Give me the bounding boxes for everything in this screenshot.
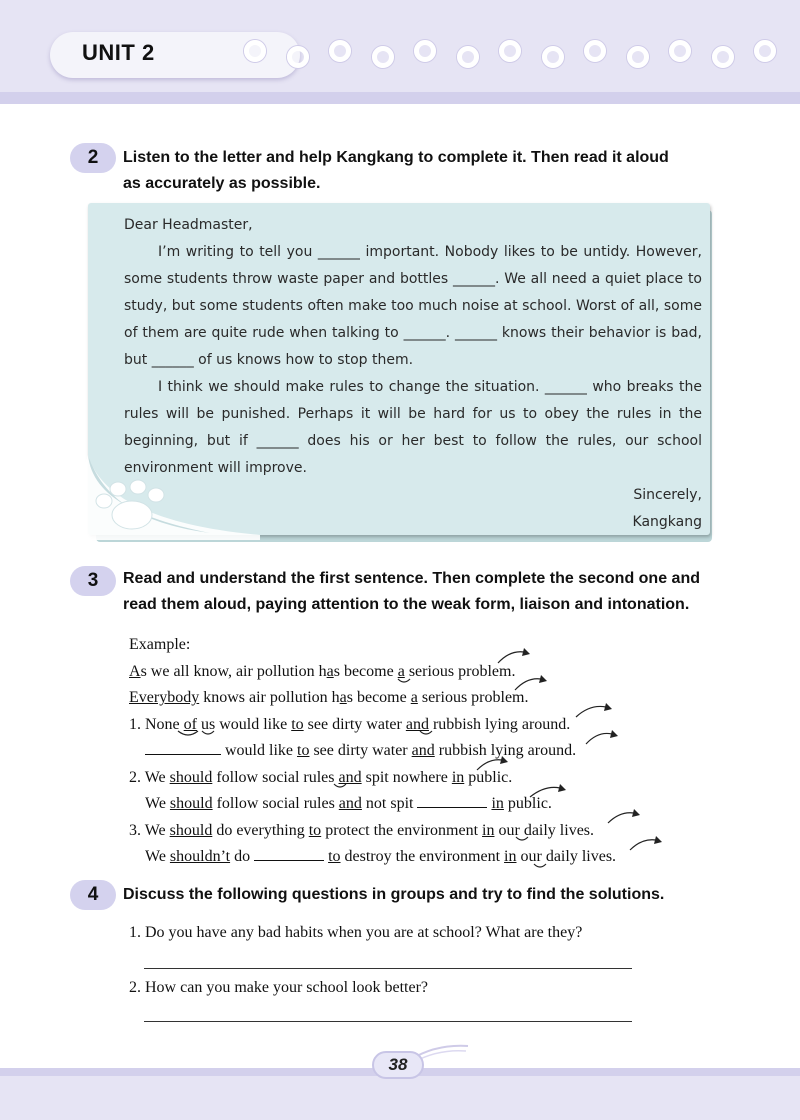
letter-paragraph-1: I’m writing to tell you ______ important. Nobody likes to be untidy. However, some students throw waste paper and bottles ______. We all need a quiet place to study, but some students often make too much noise at school. Worst of all, some of them are quite rude when talking to ______. ______ knows their behavior is bad, but ______ of us knows how to stop them. bbox=[124, 244, 702, 368]
rising-arrow-icon bbox=[530, 787, 560, 797]
section-3-instruction-line-2: read them aloud, paying attention to the weak form, liaison and intonation. bbox=[123, 596, 690, 613]
liaison-mark bbox=[534, 864, 546, 867]
item-1-sentence-a: 1. None of us would like to see dirty water and rubbish lying around. bbox=[129, 715, 571, 733]
item-3-sentence-a: 3. We should do everything to protect the environment in our daily lives. bbox=[129, 821, 595, 839]
letter-salutation: Dear Headmaster, bbox=[124, 217, 253, 233]
liaison-mark bbox=[398, 679, 410, 682]
liaison-mark bbox=[334, 784, 346, 787]
liaison-mark bbox=[420, 731, 432, 734]
item-3-sentence-b: We shouldn’t do to destroy the environment in our daily lives. bbox=[145, 848, 617, 865]
liaison-mark bbox=[202, 731, 214, 734]
answer-line-2[interactable] bbox=[144, 1021, 632, 1022]
section-3-instruction-line-1: Read and understand the first sentence. Then complete the second one and bbox=[123, 570, 700, 587]
liaison-mark bbox=[516, 837, 528, 840]
unit-title: UNIT 2 bbox=[82, 40, 155, 65]
section-4-instruction: Discuss the following questions in groups and try to find the solutions. bbox=[123, 886, 665, 903]
example-sentence-a: As we all know, air pollution has become a serious problem. bbox=[129, 662, 516, 680]
letter-paragraph-2: I think we should make rules to change the situation. ______ who breaks the rules will be punished. Perhaps it will be hard for us to obey the rules in the beginning, but if ______ does his or her best to follow the rules, our school environment will improve. bbox=[124, 379, 702, 476]
discussion-question-2: 2. How can you make your school look better? bbox=[129, 979, 429, 996]
example-sentence-b: Everybody knows air pollution has become a serious problem. bbox=[129, 689, 529, 706]
rising-arrow-icon bbox=[586, 733, 612, 744]
letter-closing: Sincerely, bbox=[633, 487, 702, 503]
rising-arrow-icon bbox=[498, 652, 524, 663]
rising-arrow-icon bbox=[630, 840, 656, 850]
item-2-sentence-b: We should follow social rules and not spit in public. bbox=[145, 795, 552, 812]
answer-line-1[interactable] bbox=[144, 968, 632, 969]
liaison-mark bbox=[178, 731, 198, 735]
section-4-badge: 4 bbox=[70, 880, 116, 910]
section-2-badge: 2 bbox=[70, 143, 116, 173]
section-2-instruction-line-1: Listen to the letter and help Kangkang to complete it. Then read it aloud bbox=[123, 149, 669, 166]
rising-arrow-icon bbox=[576, 706, 606, 717]
item-2-sentence-a: 2. We should follow social rules and spit nowhere in public. bbox=[129, 768, 513, 786]
rising-arrow-icon bbox=[477, 760, 502, 770]
discussion-question-1: 1. Do you have any bad habits when you are at school? What are they? bbox=[129, 924, 583, 941]
page-number: 38 bbox=[388, 1055, 408, 1074]
example-label: Example: bbox=[129, 636, 191, 653]
letter-signature: Kangkang bbox=[632, 514, 702, 530]
section-2-instruction-line-2: as accurately as possible. bbox=[123, 175, 321, 192]
item-1-sentence-b: would like to see dirty water and rubbish lying around. bbox=[129, 738, 616, 765]
rising-arrow-icon bbox=[608, 813, 634, 823]
rising-arrow-icon bbox=[515, 679, 541, 690]
section-3-badge: 3 bbox=[70, 566, 116, 596]
